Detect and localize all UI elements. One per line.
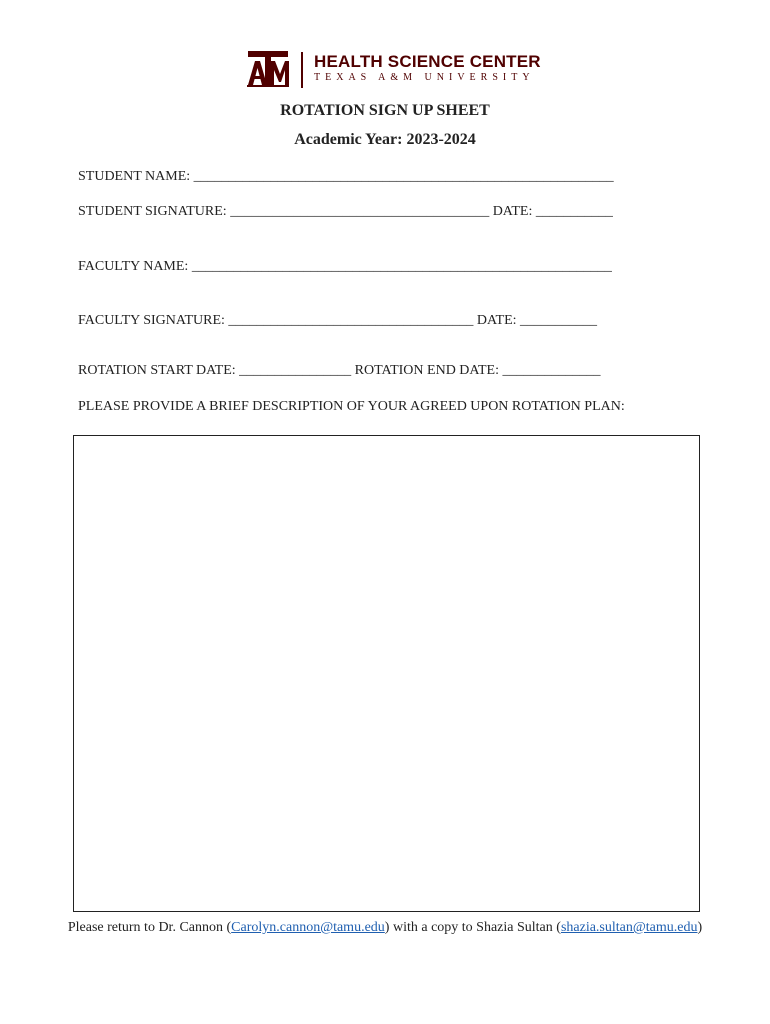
page-title: ROTATION SIGN UP SHEET xyxy=(280,102,490,119)
academic-year: Academic Year: 2023-2024 xyxy=(294,131,476,148)
logo-divider xyxy=(301,52,303,88)
faculty-signature-field[interactable]: FACULTY SIGNATURE: ___________________________________ DATE: ___________ xyxy=(78,313,598,328)
student-name-field[interactable]: STUDENT NAME: ____________________________________________________________ xyxy=(78,169,614,184)
footer-text-1: Please return to Dr. Cannon ( xyxy=(67,920,232,935)
atm-logo-icon xyxy=(246,50,290,90)
description-prompt: PLEASE PROVIDE A BRIEF DESCRIPTION OF YOUR AGREED UPON ROTATION PLAN: xyxy=(78,399,625,414)
footer-text-3: ) xyxy=(697,920,703,935)
org-subtitle: TEXAS A&M UNIVERSITY xyxy=(314,72,535,83)
description-textbox[interactable] xyxy=(73,435,700,912)
faculty-name-field[interactable]: FACULTY NAME: ____________________________________________________________ xyxy=(78,259,612,274)
footer-note xyxy=(0,920,770,936)
rotation-dates-field[interactable]: ROTATION START DATE: ________________ ROTATION END DATE: ______________ xyxy=(78,363,601,378)
cannon-email-link[interactable]: Carolyn.cannon@tamu.edu xyxy=(231,920,385,935)
student-signature-field[interactable]: STUDENT SIGNATURE: _____________________________________ DATE: ___________ xyxy=(78,204,613,219)
sultan-email-link[interactable]: shazia.sultan@tamu.edu xyxy=(560,920,698,935)
header-logo xyxy=(246,50,541,92)
org-name: HEALTH SCIENCE CENTER xyxy=(314,52,541,71)
footer-text-2: ) with a copy to Shazia Sultan ( xyxy=(384,920,561,935)
